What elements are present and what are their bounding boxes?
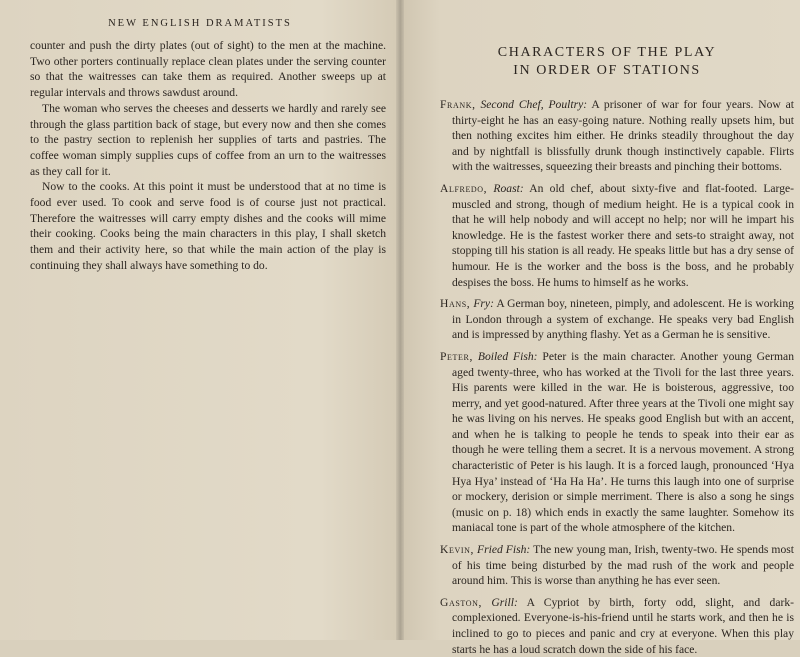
character-description: A Cypriot by birth, forty odd, slight, and dark-complexioned. Everyone-is-his-friend until he starts work, and then he is inclined to go to pieces and panic and cry at everyone. When this play starts he has a loud scratch down the side of his face. [452, 595, 794, 656]
character-entry [440, 97, 794, 175]
character-role: Fried Fish: [477, 543, 531, 557]
character-name: Frank, [440, 98, 476, 111]
chapter-title-line: CHARACTERS OF THE PLAY [497, 45, 717, 60]
running-head: NEW ENGLISH DRAMATISTS [108, 18, 292, 29]
character-entry [440, 296, 794, 343]
chapter-title-line: IN ORDER OF STATIONS [513, 63, 701, 78]
paragraph: Now to the cooks. At this point it must be understood that at no time is food ever used. To cook and serve food is of course just not practical. Therefore the waitresses will carry empty dishes and the cooks will mime their cooking. Cooks being the main characters in this play, I shall sketch them and their activity here, so that while the main action of the play is continuing they shall always have something to do. [30, 180, 386, 272]
character-description: An old chef, about sixty-five and flat-footed. Large-muscled and strong, though of medium height. He is a typical cook in that he will help nobody and will accept no help; nor will he impart his knowledge. He is the fastest worker there and sets-to straight away, not stopping till his station is all ready. He speaks little but has a dry sense of humour. He is the worker and the boss is the boss, and he probably despises the boss. He hums to himself as he works. [452, 181, 795, 289]
character-role: Second Chef, Poultry: [480, 98, 588, 111]
character-entry [440, 181, 794, 290]
book-gutter [396, 0, 404, 640]
character-name: Hans, [440, 297, 471, 311]
character-role: Roast: [493, 181, 524, 195]
character-name: Gaston, [440, 595, 482, 609]
paragraph: The woman who serves the cheeses and desserts we hardly and rarely see through the glass partition back of stage, but every now and then she comes to the pastry section to replenish her supplies of tarts and pastries. The coffee woman simply supplies cups of coffee from an urn to the waitresses as they call for it. [30, 101, 386, 178]
character-description: Peter is the main character. Another young German aged twenty-three, who has worked at the Tivoli for the last three years. His parents were killed in the war. He is boisterous, aggressive, too merry, and yet good-natured. After three years at the Tivoli one might say he was living on his nerves. He speaks good English but with an accent, and when he is talking to people he tends to speak into their ear as though he were telling them a secret. It is a nervous movement. A strong characteristic of Peter is his laugh. It is a forced laugh, pronounced ‘Hya Hya Hya’ instead of ‘Ha Ha Ha’. He turns this laugh into one of surprise or mockery, derision or simple merriment. There is also a song he sings (music on p. 18) which ends in exactly the same laughter. Somehow its maniacal tone is part of the whole atmosphere of the kitchen. [452, 349, 794, 535]
character-role: Fry: [473, 297, 494, 311]
character-name: Peter, [440, 349, 473, 363]
character-description: A prisoner of war for four years. Now at thirty-eight he has an easy-going nature. Nothing really upsets him, but then nothing excites him either. He drinks steadily throughout the day and by nightfall is blissfully drunk though instinctively capable. Flirts with the waitresses, squeezing their breasts and pinching their bottoms. [452, 98, 794, 174]
character-description: A German boy, nineteen, pimply, and adolescent. He is working in London through a system of exchange. He speaks very bad English and is impressed by anything flashy. Yet as a German he is sensitive. [452, 297, 794, 342]
character-name: Alfredo, [440, 181, 488, 195]
character-role: Boiled Fish: [477, 349, 538, 363]
character-entry [440, 349, 794, 536]
left-body-text [30, 38, 386, 274]
character-entry [440, 595, 794, 657]
paragraph: counter and push the dirty plates (out of sight) to the men at the machine. Two other porters continually replace clean plates under the serving counter so that the waitresses can take them as required. Another sweeps up at regular intervals and throws sawdust around. [30, 39, 386, 100]
character-name: Kevin, [440, 543, 474, 557]
character-role: Grill: [491, 595, 518, 609]
character-entry [440, 542, 794, 589]
left-page [0, 0, 400, 640]
chapter-title [440, 44, 794, 80]
right-page [400, 0, 800, 656]
character-description: The new young man, Irish, twenty-two. He spends most of his time being disturbed by the mad rush of the work and people around him. This is worse than anything he has ever seen. [452, 543, 794, 588]
